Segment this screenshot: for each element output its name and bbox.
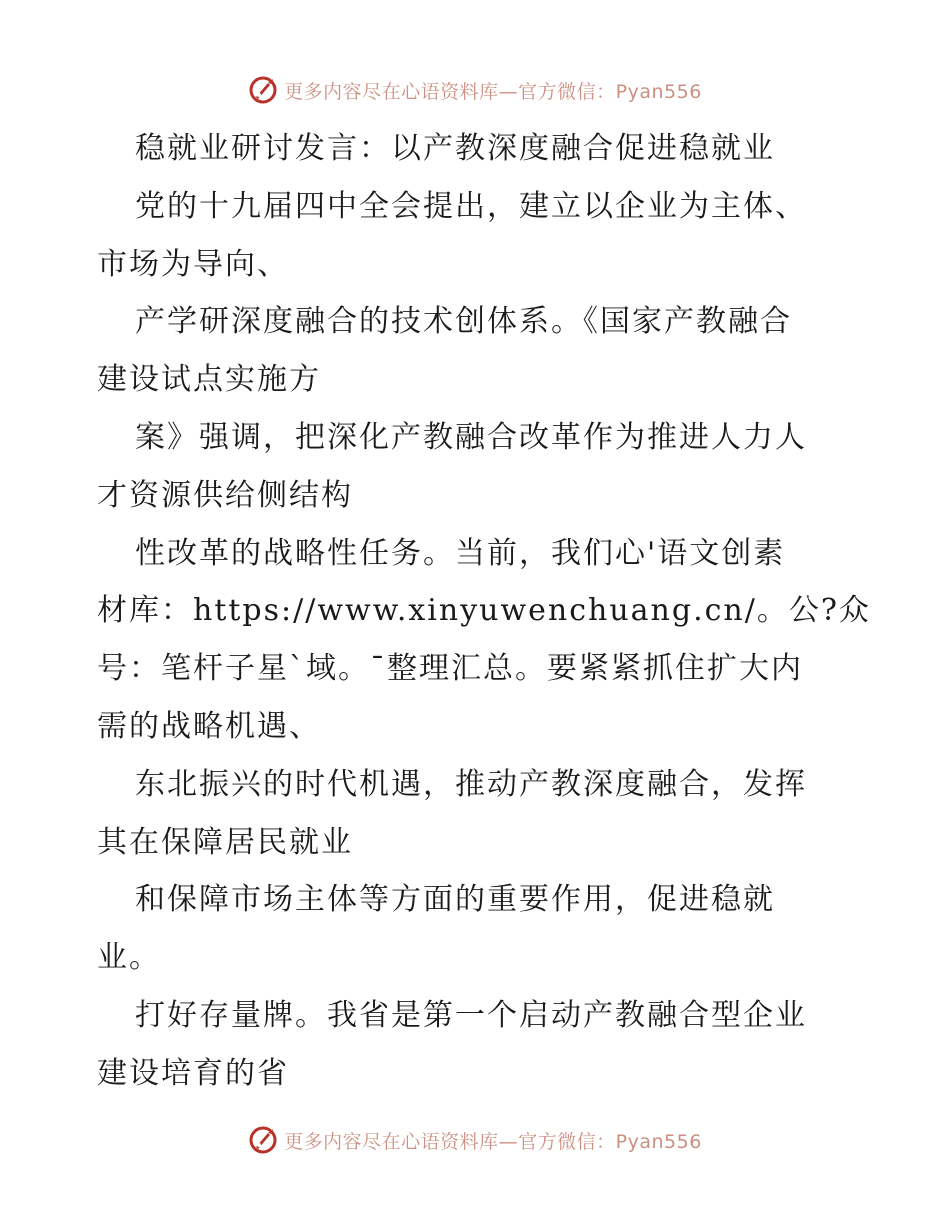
paragraph-line: 建设培育的省: [97, 1055, 289, 1091]
header-banner: [0, 70, 950, 110]
paragraph-line: 东北振兴的时代机遇，推动产教深度融合，发挥: [135, 766, 807, 802]
paragraph-line: 产学研深度融合的技术创体系。《国家产教融合: [135, 304, 792, 340]
paragraph-line: 号：笔杆子星`域。¯整理汇总。要紧紧抓住扩大内: [97, 651, 803, 687]
banner-text: 更多内容尽在心语资料库—官方微信：Pyan556: [284, 1130, 702, 1153]
paragraph-line: 案》强调，把深化产教融合改革作为推进人力人: [135, 419, 807, 455]
paragraph-line: 业。: [97, 940, 161, 976]
paragraph-line: 建设试点实施方: [97, 362, 321, 398]
paragraph-line: 打好存量牌。我省是第一个启动产教融合型企业: [135, 997, 807, 1033]
paragraph-line: 性改革的战略性任务。当前，我们心'语文创素: [135, 535, 786, 571]
quill-logo-icon: [248, 75, 278, 105]
paragraph-line: 党的十九届四中全会提出，建立以企业为主体、: [135, 188, 807, 224]
banner-text: 更多内容尽在心语资料库—官方微信：Pyan556: [284, 80, 702, 103]
paragraph-line: 需的战略机遇、: [97, 708, 321, 744]
paragraph-line: 材库：https://www.xinyuwenchuang.cn/。公?众: [97, 593, 871, 629]
paragraph-line: 其在保障居民就业: [97, 824, 353, 860]
paragraph-line: 才资源供给侧结构: [97, 477, 353, 513]
paragraph-line: 市场为导向、: [97, 246, 289, 282]
quill-logo-icon: [248, 1125, 278, 1155]
document-body: [97, 120, 871, 1103]
footer-banner: [0, 1120, 950, 1160]
paragraph-line: 和保障市场主体等方面的重要作用，促进稳就: [135, 882, 775, 918]
document-title: 稳就业研讨发言：以产教深度融合促进稳就业: [135, 131, 775, 166]
